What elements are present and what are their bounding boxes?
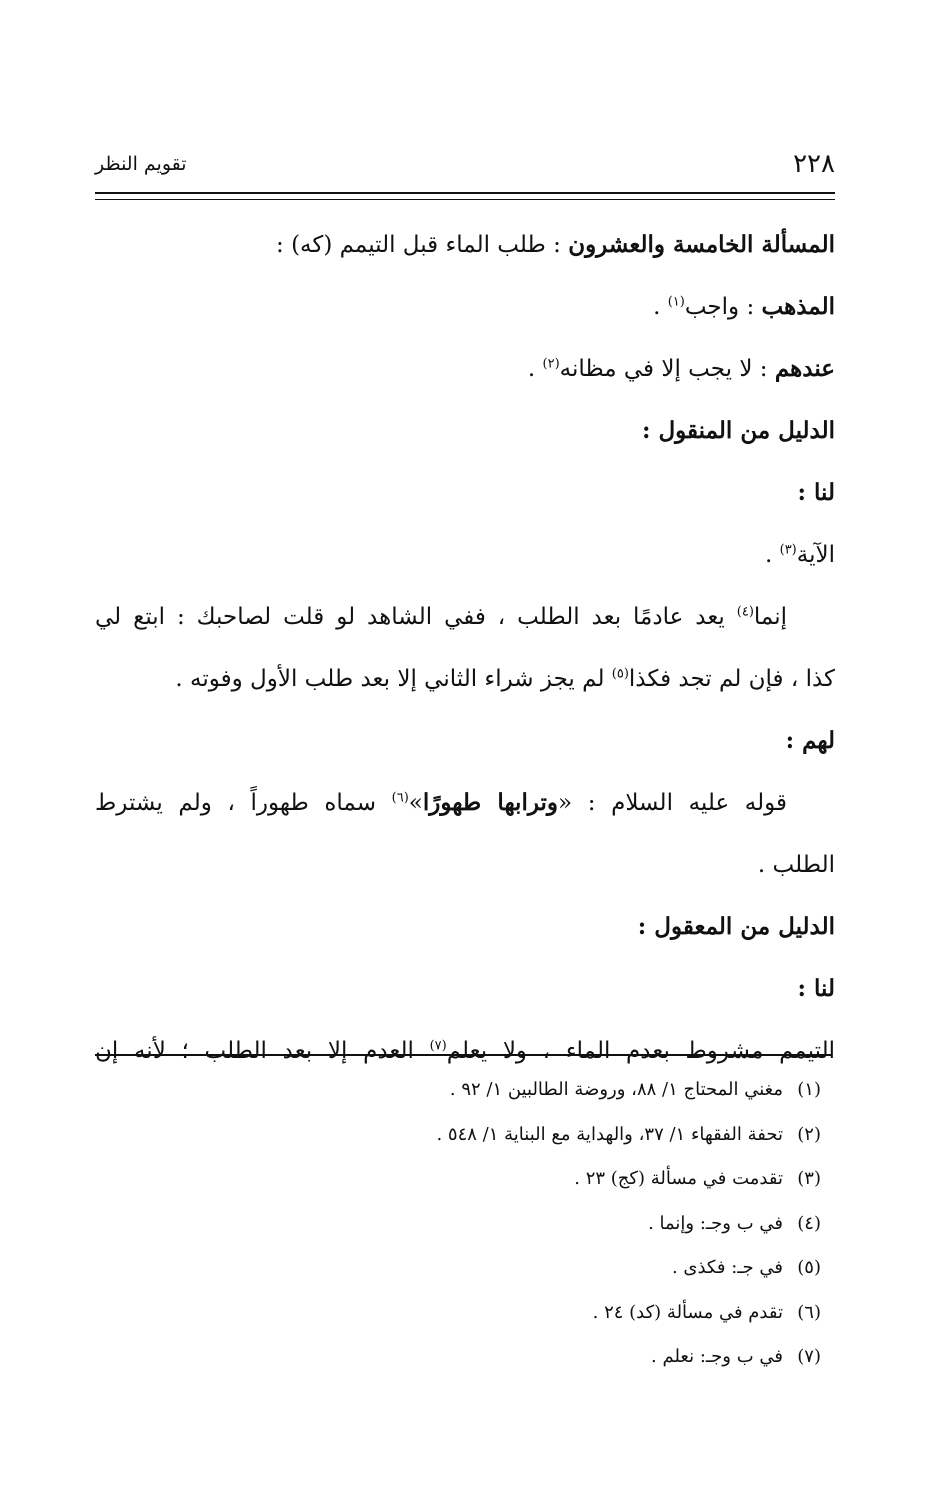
p3-text-b: العدم إلا بعد الطلب ؛ لأنه إن: [95, 1038, 414, 1064]
running-header: [95, 145, 835, 189]
lana-heading-1: لنا :: [797, 479, 835, 506]
ayah-text: الآية: [796, 542, 835, 568]
p2-text-b: سماه طهوراً ، ولم يشترط: [95, 790, 377, 816]
footnote-number: (٧): [797, 1346, 821, 1367]
footnote-ref-3: (٣): [779, 542, 797, 558]
lana-heading-2: لنا :: [797, 975, 835, 1002]
indahum-text: : لا يجب إلا في مظانه: [559, 356, 768, 382]
p2-text-a: قوله عليه السلام : «: [558, 790, 787, 816]
indahum-end: .: [527, 356, 536, 382]
footnote-ref-4: (٤): [736, 604, 754, 620]
p1-text-b: كذا ، فإن لم تجد فكذا: [628, 666, 835, 692]
indahum-line: [95, 338, 835, 400]
footnote-number: (٣): [797, 1168, 821, 1189]
footnote-ref-5: (٥): [611, 666, 629, 682]
madhhab-text: : واجب: [684, 294, 755, 320]
paragraph-1-line-2: [95, 648, 835, 710]
footnote-text: في ب وجـ: نعلم .: [651, 1346, 783, 1367]
footnote-text: تحفة الفقهاء ١/ ٣٧، والهداية مع البناية ١/ ٥٤٨ .: [436, 1123, 783, 1145]
footnote-ref-1: (١): [667, 294, 685, 310]
footnote-text: تقدمت في مسألة (كج) ٢٣ .: [574, 1168, 783, 1189]
lahum-heading: لهم :: [785, 727, 835, 754]
header-divider: [95, 192, 835, 200]
footnote-number: (٥): [797, 1257, 821, 1278]
issue-subtitle: : طلب الماء قبل التيمم (كه) :: [276, 232, 561, 258]
footnote-item: [95, 1113, 835, 1158]
footnote-number: (٤): [797, 1212, 821, 1234]
footnote-ref-2: (٢): [542, 356, 560, 372]
issue-heading-line: [95, 214, 835, 276]
footnote-number: (١): [797, 1079, 821, 1100]
p1-text-a: يعد عادمًا بعد الطلب ، ففي الشاهد لو قلت لصاحبك : ابتع لي: [95, 604, 725, 630]
footnote-text: في ب وجـ: وإنما .: [648, 1212, 783, 1234]
footnote-text: مغني المحتاج ١/ ٨٨، وروضة الطالبين ١/ ٩٢ .: [449, 1079, 783, 1100]
footnote-item: [95, 1157, 835, 1202]
paragraph-2-line-1: [95, 772, 835, 834]
footnote-ref-6: (٦): [391, 790, 409, 806]
hadith-quote: وترابها طهورًا: [422, 789, 559, 816]
footnote-divider: [95, 1054, 831, 1056]
book-title: تقويم النظر: [95, 153, 187, 175]
footnotes: [95, 1068, 835, 1380]
footnote-item: [95, 1291, 835, 1336]
footnote-text: في جـ: فكذى .: [671, 1257, 783, 1278]
footnote-item: [95, 1335, 835, 1380]
ayah-line: [95, 524, 835, 586]
footnote-number: (٦): [797, 1301, 821, 1323]
page-number: ٢٢٨: [793, 149, 835, 179]
paragraph-1-line-1: [95, 586, 835, 648]
footnote-text: تقدم في مسألة (كد) ٢٤ .: [592, 1301, 783, 1323]
ayah-end: .: [764, 542, 773, 568]
indahum-label: عندهم: [774, 355, 835, 382]
p1-word-innama: إنما: [753, 604, 788, 630]
footnote-item: [95, 1068, 835, 1113]
madhhab-end: .: [653, 294, 661, 320]
madhhab-line: [95, 276, 835, 338]
footnote-item: [95, 1246, 835, 1291]
footnote-ref-7: (٧): [429, 1038, 447, 1054]
issue-title: المسألة الخامسة والعشرون: [568, 231, 835, 258]
main-text: [95, 214, 835, 1082]
aql-heading: الدليل من المعقول :: [637, 913, 835, 940]
naql-heading: الدليل من المنقول :: [641, 417, 835, 444]
madhhab-label: المذهب: [761, 293, 835, 320]
p2-quote-close: »: [408, 790, 423, 816]
p1-text-c: لم يجز شراء الثاني إلا بعد طلب الأول وفوته .: [175, 666, 605, 692]
p3-text-a: التيمم مشروط بعدم الماء ، ولا يعلم: [446, 1038, 835, 1064]
paragraph-2-line-2: الطلب .: [757, 852, 835, 878]
footnote-item: [95, 1202, 835, 1247]
footnote-number: (٢): [797, 1123, 821, 1145]
